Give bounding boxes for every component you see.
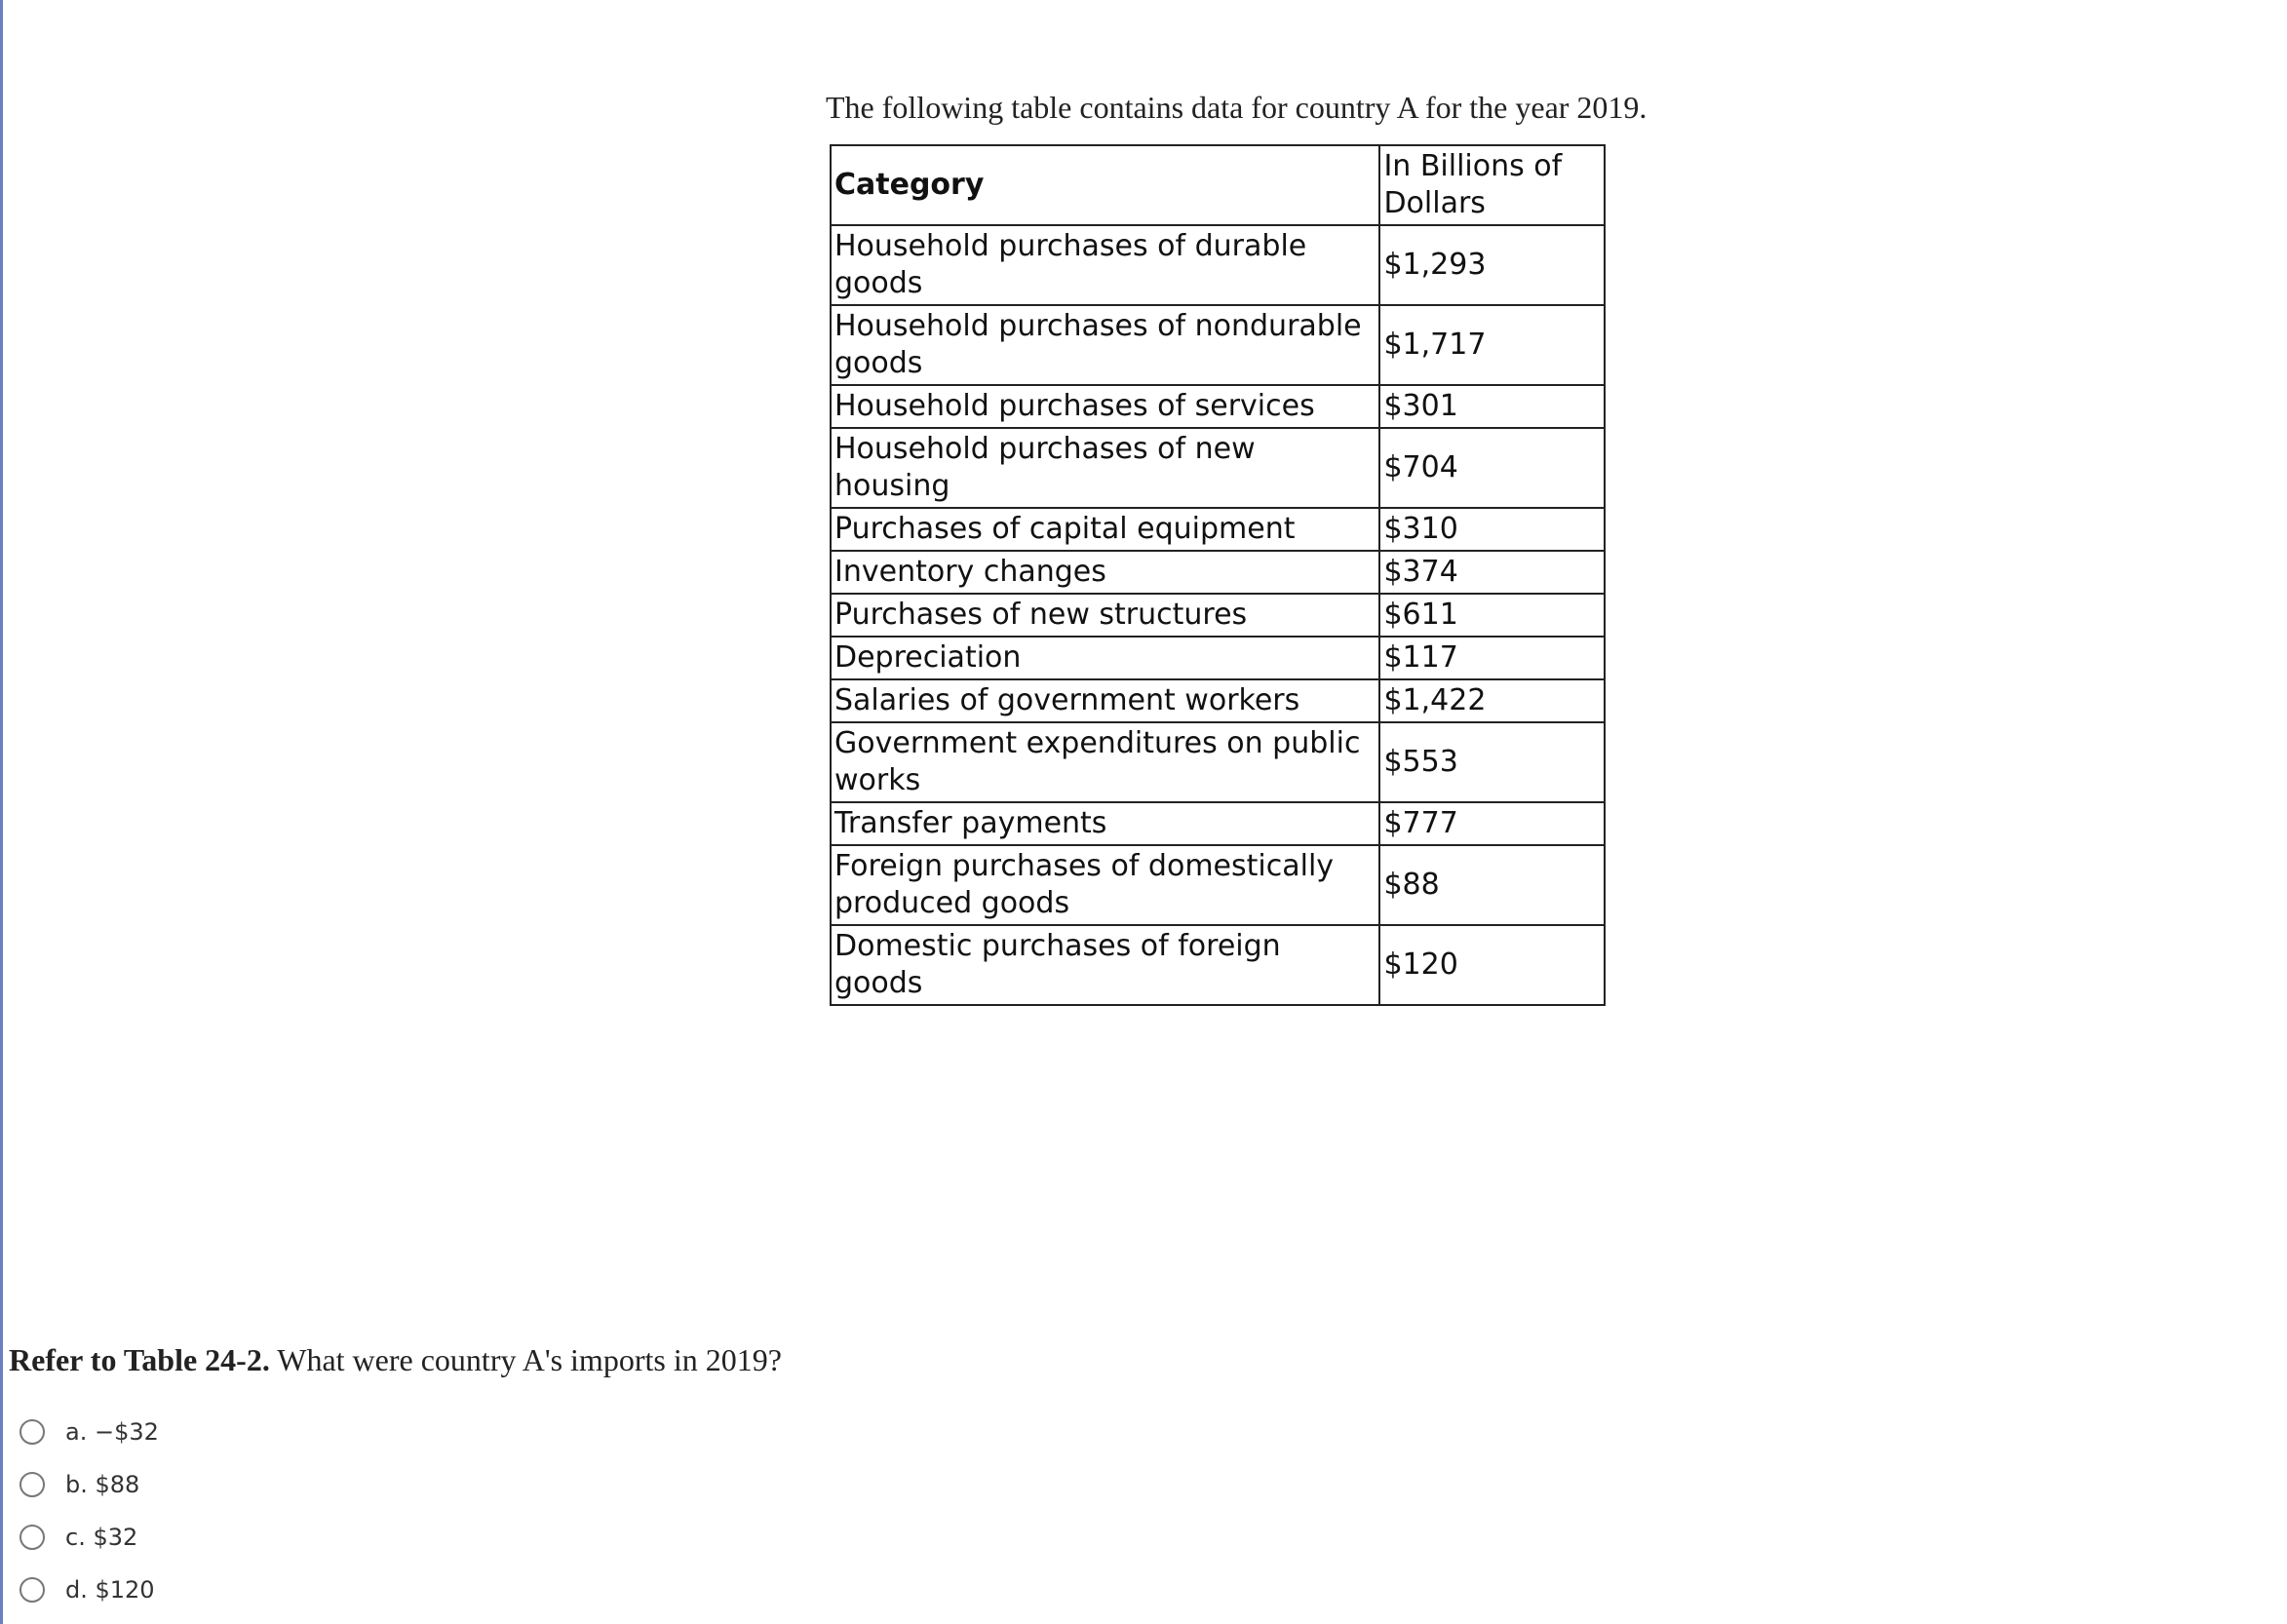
question-text	[9, 1342, 782, 1378]
row-category: Domestic purchases of foreign goods	[831, 925, 1379, 1005]
option-label[interactable]: b. $88	[65, 1471, 140, 1498]
table-row	[831, 802, 1605, 845]
table-row	[831, 679, 1605, 722]
table-row	[831, 225, 1605, 305]
option-label[interactable]: c. $32	[65, 1524, 138, 1551]
header-value: In Billions of Dollars	[1379, 145, 1605, 225]
option-label[interactable]: d. $120	[65, 1576, 155, 1604]
option-b[interactable]	[19, 1458, 159, 1511]
row-category: Depreciation	[831, 637, 1379, 679]
table-row	[831, 722, 1605, 802]
row-value: $777	[1379, 802, 1605, 845]
row-value: $1,717	[1379, 305, 1605, 385]
row-value: $1,293	[1379, 225, 1605, 305]
left-border-rule	[0, 0, 3, 1624]
table-row	[831, 925, 1605, 1005]
radio-button-icon[interactable]	[19, 1525, 45, 1550]
row-category: Transfer payments	[831, 802, 1379, 845]
row-value: $553	[1379, 722, 1605, 802]
row-category: Inventory changes	[831, 551, 1379, 594]
row-value: $301	[1379, 385, 1605, 428]
data-table	[830, 144, 1606, 1006]
row-category: Household purchases of durable goods	[831, 225, 1379, 305]
row-category: Purchases of capital equipment	[831, 508, 1379, 551]
row-value: $611	[1379, 594, 1605, 637]
header-category: Category	[831, 145, 1379, 225]
table-caption: The following table contains data for country A for the year 2019.	[826, 90, 1647, 125]
row-value: $1,422	[1379, 679, 1605, 722]
table-row	[831, 305, 1605, 385]
row-category: Household purchases of services	[831, 385, 1379, 428]
row-category: Salaries of government workers	[831, 679, 1379, 722]
row-category: Household purchases of new housing	[831, 428, 1379, 508]
table-header-row	[831, 145, 1605, 225]
table-row	[831, 428, 1605, 508]
table-row	[831, 594, 1605, 637]
option-d[interactable]	[19, 1564, 159, 1616]
row-value: $310	[1379, 508, 1605, 551]
table-row	[831, 385, 1605, 428]
radio-button-icon[interactable]	[19, 1577, 45, 1603]
row-category: Foreign purchases of domestically produced goods	[831, 845, 1379, 925]
option-a[interactable]	[19, 1406, 159, 1458]
table-row	[831, 508, 1605, 551]
row-value: $704	[1379, 428, 1605, 508]
row-category: Government expenditures on public works	[831, 722, 1379, 802]
option-label[interactable]: a. −$32	[65, 1418, 159, 1446]
question-reference: Refer to Table 24-2.	[9, 1342, 270, 1377]
option-c[interactable]	[19, 1511, 159, 1564]
radio-button-icon[interactable]	[19, 1419, 45, 1445]
table-row	[831, 551, 1605, 594]
row-value: $120	[1379, 925, 1605, 1005]
question-body: What were country A's imports in 2019?	[269, 1342, 782, 1377]
row-value: $88	[1379, 845, 1605, 925]
row-value: $117	[1379, 637, 1605, 679]
row-value: $374	[1379, 551, 1605, 594]
row-category: Purchases of new structures	[831, 594, 1379, 637]
radio-button-icon[interactable]	[19, 1472, 45, 1497]
table-row	[831, 637, 1605, 679]
table-row	[831, 845, 1605, 925]
answer-options	[19, 1406, 159, 1616]
row-category: Household purchases of nondurable goods	[831, 305, 1379, 385]
